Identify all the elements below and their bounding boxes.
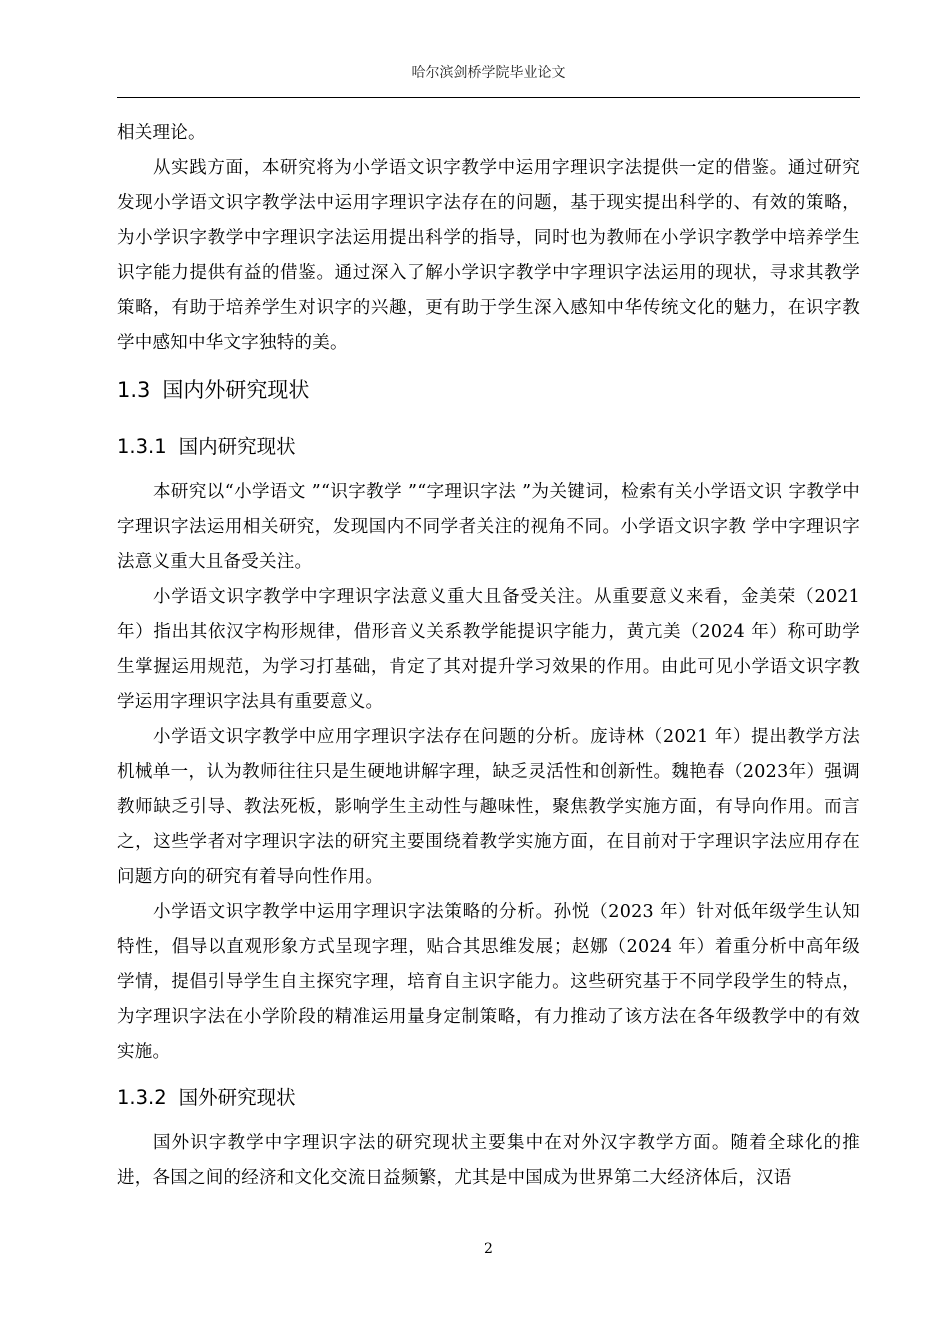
- paragraph-importance: 小学语文识字教学中字理识字法意义重大且备受关注。从重要意义来看，金美荣（2021年）指出其依汉字构形规律，借形音义关系教学能提识字能力，黄亢美（2024 年）称可助学生掌握运用规范，为学习打基础，肯定了其对提升学习效果的作用。由此可见小学语文识字教学运用字理识字法具有重要意义。: [117, 587, 860, 712]
- paragraph-keywords: 本研究以“小学语文 ”“识字教学 ”“字理识字法 ”为关键词，检索有关小学语文识 字教学中字理识字法运用相关研究，发现国内不同学者关注的视角不同。小学语文识字教 学中字理识字法意义重大且备受关注。: [117, 482, 860, 572]
- paragraph-continuation: 相关理论。: [117, 123, 206, 143]
- subsection-title: 国内研究现状: [178, 435, 296, 458]
- subsection-number: 1.3.1: [117, 435, 167, 458]
- section-number: 1.3: [117, 378, 151, 402]
- paragraph-strategies: 小学语文识字教学中运用字理识字法策略的分析。孙悦（2023 年）针对低年级学生认知特性，倡导以直观形象方式呈现字理，贴合其思维发展；赵娜（2024 年）着重分析中高年级学情，提倡引导学生自主探究字理，培育自主识字能力。这些研究基于不同学段学生的特点，为字理识字法在小学阶段的精准运用量身定制策略，有力推动了该方法在各年级教学中的有效实施。: [117, 902, 860, 1062]
- subsection-heading-1-3-2: [117, 1070, 860, 1126]
- paragraph-foreign-research: 国外识字教学中字理识字法的研究现状主要集中在对外汉字教学方面。随着全球化的推进，各国之间的经济和文化交流日益频繁，尤其是中国成为世界第二大经济体后，汉语: [117, 1133, 860, 1188]
- section-heading-1-3: [117, 361, 860, 419]
- header-rule: [117, 97, 860, 98]
- section-title: 国内外研究现状: [162, 378, 310, 402]
- paragraph-practical-significance: 从实践方面，本研究将为小学语文识字教学中运用字理识字法提供一定的借鉴。通过研究发现小学语文识字教学法中运用字理识字法存在的问题，基于现实提出科学的、有效的策略，为小学识字教学中字理识字法运用提出科学的指导，同时也为教师在小学识字教学中培养学生识字能力提供有益的借鉴。通过深入了解小学识字教学中字理识字法运用的现状，寻求其教学策略，有助于培养学生对识字的兴趣，更有助于学生深入感知中华传统文化的魅力，在识字教学中感知中华文字独特的美。: [117, 158, 860, 353]
- paragraph-problems: 小学语文识字教学中应用字理识字法存在问题的分析。庞诗林（2021 年）提出教学方法机械单一，认为教师往往只是生硬地讲解字理，缺乏灵活性和创新性。魏艳春（2023年）强调教师缺乏引导、教法死板，影响学生主动性与趣味性，聚焦教学实施方面，有导向作用。而言之，这些学者对字理识字法的研究主要围绕着教学实施方面，在目前对于字理识字法应用存在问题方向的研究有着导向性作用。: [117, 727, 860, 887]
- subsection-title: 国外研究现状: [178, 1086, 296, 1109]
- page-number: 2: [484, 1241, 493, 1257]
- page-header: 哈尔滨剑桥学院毕业论文: [411, 65, 566, 81]
- document-body: [117, 116, 860, 1196]
- subsection-number: 1.3.2: [117, 1086, 167, 1109]
- subsection-heading-1-3-1: [117, 419, 860, 475]
